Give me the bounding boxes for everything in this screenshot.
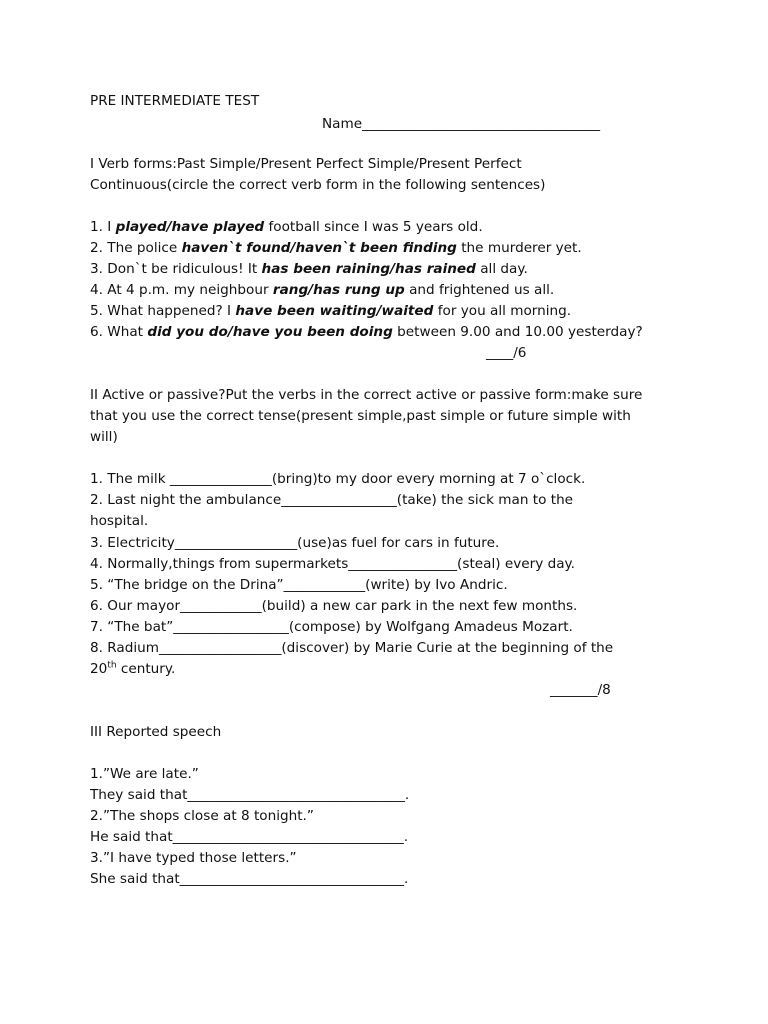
verb-choice: did you do/have you been doing [147, 324, 393, 340]
verb-item-2: 2. The police haven`t found/haven`t been finding the murderer yet. [90, 240, 582, 256]
section-2-heading-line-2: that you use the correct tense(present simple,past simple or future simple with [90, 408, 631, 424]
passive-item-7: 7. “The bat”_________________(compose) by Wolfgang Amadeus Mozart. [90, 619, 573, 635]
name-field: Name___________________________________ [322, 116, 600, 132]
passive-item-8-continued: 20th century. [90, 660, 176, 677]
passive-item-5: 5. “The bridge on the Drina”____________(write) by Ivo Andric. [90, 577, 508, 593]
verb-item-3: 3. Don`t be ridiculous! It has been raining/has rained all day. [90, 261, 528, 277]
verb-choice: has been raining/has rained [261, 261, 476, 277]
reported-quote-3: 3.”I have typed those letters.” [90, 850, 297, 866]
passive-item-4: 4. Normally,things from supermarkets________________(steal) every day. [90, 556, 575, 572]
reported-quote-1: 1.”We are late.” [90, 766, 199, 782]
passive-item-1: 1. The milk _______________(bring)to my door every morning at 7 o`clock. [90, 471, 586, 487]
passive-item-8: 8. Radium__________________(discover) by Marie Curie at the beginning of the [90, 640, 614, 656]
verb-item-4: 4. At 4 p.m. my neighbour rang/has rung up and frightened us all. [90, 282, 555, 298]
passive-item-3: 3. Electricity__________________(use)as fuel for cars in future. [90, 535, 500, 551]
verb-choice: have been waiting/waited [235, 303, 434, 319]
test-title: PRE INTERMEDIATE TEST [90, 93, 260, 109]
passive-item-2: 2. Last night the ambulance_________________(take) the sick man to the [90, 492, 574, 508]
passive-item-2-continued: hospital. [90, 513, 149, 529]
verb-choice: rang/has rung up [272, 282, 405, 298]
section-2-heading-line-3: will) [90, 429, 118, 445]
verb-choice: played/have played [115, 219, 265, 235]
verb-item-1: 1. I played/have played football since I was 5 years old. [90, 219, 483, 235]
section-2-score: _______/8 [550, 682, 611, 698]
verb-choice: haven`t found/haven`t been finding [181, 240, 457, 256]
section-1-heading-line-1: I Verb forms:Past Simple/Present Perfect Simple/Present Perfect [90, 156, 522, 172]
section-2-heading-line-1: II Active or passive?Put the verbs in the correct active or passive form:make sure [90, 387, 643, 403]
reported-answer-2: He said that__________________________________. [90, 829, 409, 845]
verb-item-6: 6. What did you do/have you been doing between 9.00 and 10.00 yesterday? [90, 324, 643, 340]
section-1-heading-line-2: Continuous(circle the correct verb form in the following sentences) [90, 177, 546, 193]
reported-answer-1: They said that________________________________. [90, 787, 410, 803]
section-3-heading: III Reported speech [90, 724, 222, 740]
verb-item-5: 5. What happened? I have been waiting/waited for you all morning. [90, 303, 572, 319]
section-1-score: ____/6 [486, 345, 527, 361]
reported-answer-3: She said that_________________________________. [90, 871, 409, 887]
passive-item-6: 6. Our mayor____________(build) a new car park in the next few months. [90, 598, 578, 614]
reported-quote-2: 2.”The shops close at 8 tonight.” [90, 808, 314, 824]
